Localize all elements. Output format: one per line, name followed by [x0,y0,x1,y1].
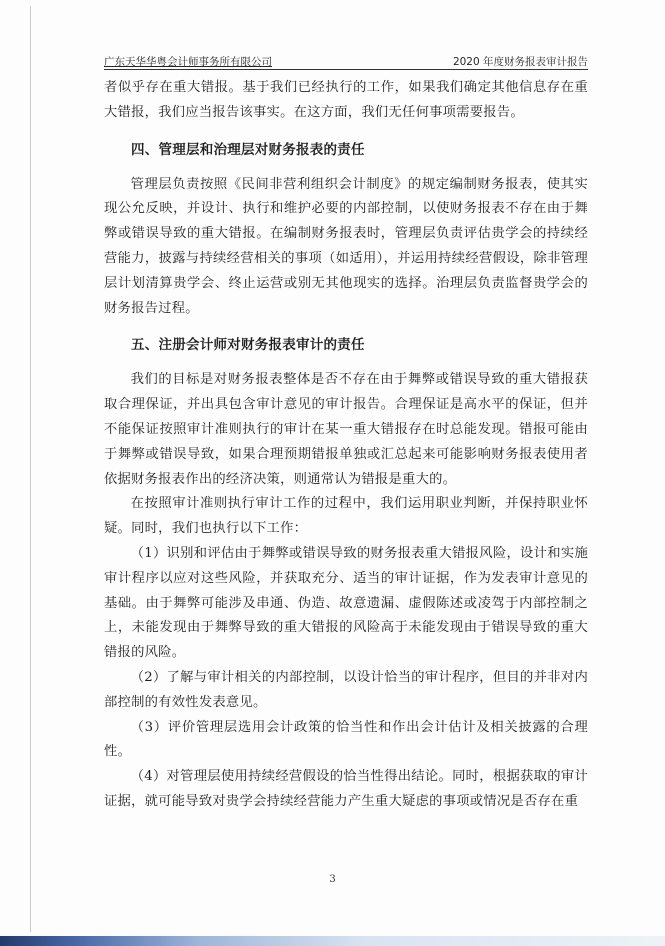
section-heading-4: 四、管理层和治理层对财务报表的责任 [131,141,365,158]
section-heading-5: 五、注册会计师对财务报表审计的责任 [131,337,365,354]
paragraph-management-responsibility: 管理层负责按照《民间非营利组织会计制度》的规定编制财务报表，使其实现公允反映，并设计、执行和维护必要的内部控制，以使财务报表不存在由于舞弊或错误导致的重大错报。在编制财务报表时，管理层负责评估贵学会的持续经营能力，披露与持续经营相关的事项（如适用），并运用持续经营假设，除非管理层计划清算贵学会、终止运营或别无其他现实的选择。治理层负责监督贵学会的财务报告过程。 [104,176,588,316]
paragraph-continuation: 者似乎存在重大错报。基于我们已经执行的工作，如果我们确定其他信息存在重大错报，我们应当报告该事实。在这方面，我们无任何事项需要报告。 [104,80,588,120]
header-firm-name: 广东天华华粤会计师事务所有限公司 [104,56,272,68]
scan-bottom-strip [0,936,665,946]
list-item-3: （3）评价管理层选用会计政策的恰当性和作出会计估计及相关披露的合理性。 [104,719,588,760]
list-item-1: （1）识别和评估由于舞弊或错误导致的财务报表重大错报风险，设计和实施审计程序以应对这些风险，并获取充分、适当的审计证据，作为发表审计意见的基础。由于舞弊可能涉及串通、伪造、故意遗漏、虚假陈述或凌驾于内部控制之上，未能发现由于舞弊导致的重大错报的风险高于未能发现由于错误导致的重大错报的风险。 [104,545,588,661]
list-item-2: （2）了解与审计相关的内部控制，以设计恰当的审计程序，但目的并非对内部控制的有效性发表意见。 [104,669,588,710]
header-divider [104,69,588,70]
list-item-4: （4）对管理层使用持续经营假设的恰当性得出结论。同时，根据获取的审计证据，就可能导致对贵学会持续经营能力产生重大疑虑的事项或情况是否存在重 [104,769,588,809]
scan-margin-line [30,6,31,932]
paragraph-audit-objective: 我们的目标是对财务报表整体是否不存在由于舞弊或错误导致的重大错报获取合理保证，并出具包含审计意见的审计报告。合理保证是高水平的保证，但并不能保证按照审计准则执行的审计在某一重大错报存在时总能发现。错报可能由于舞弊或错误导致，如果合理预期错报单独或汇总起来可能影响财务报表使用者依据财务报表作出的经济决策，则通常认为错报是重大的。 [104,372,588,487]
document-body [104,76,588,815]
paragraph-professional-judgment: 在按照审计准则执行审计工作的过程中，我们运用职业判断，并保持职业怀疑。同时，我们也执行以下工作： [104,496,588,537]
page-number: 3 [329,874,336,885]
page-header [104,52,588,70]
header-report-title: 2020 年度财务报表审计报告 [452,56,588,68]
